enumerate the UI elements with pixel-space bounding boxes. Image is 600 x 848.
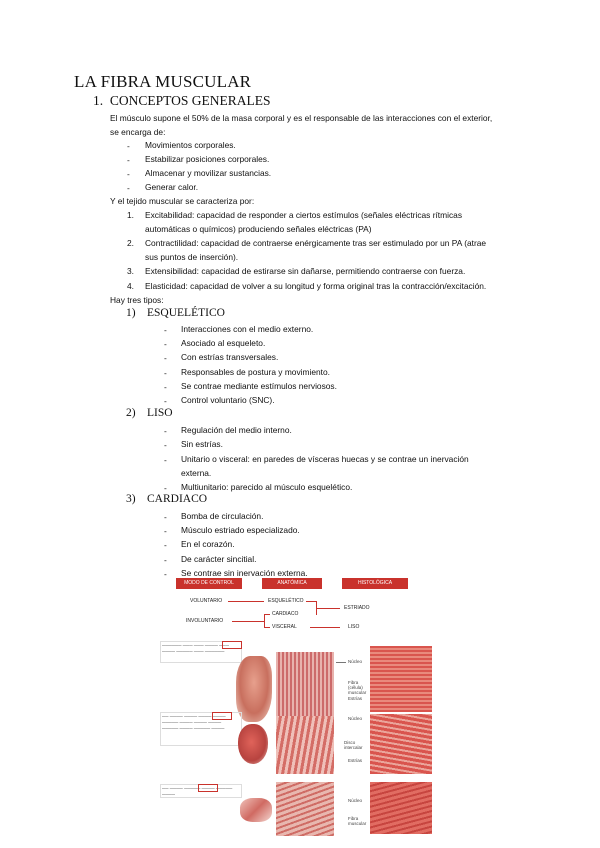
types-intro: Hay tres tipos: — [110, 295, 164, 305]
type-heading: CARDIACO — [147, 493, 208, 505]
intro-text-cont: se encarga de: — [110, 127, 166, 137]
property-line: Elasticidad: capacidad de volver a su longitud y forma original tras la contracción/excitación. — [145, 281, 487, 291]
connector-line — [310, 627, 340, 628]
figure-label: Estrías — [348, 758, 363, 763]
figure-label: Fibra muscular — [348, 816, 367, 826]
list-item: Se contrae mediante estímulos nerviosos. — [181, 381, 337, 391]
property-line: automáticas o químicos) produciendo señales eléctricas (PA) — [145, 224, 372, 234]
list-item: Generar calor. — [145, 182, 199, 192]
list-item: Con estrías transversales. — [181, 352, 279, 362]
heart-illustration — [238, 724, 268, 764]
bullet-dash: - — [127, 141, 130, 151]
type-number: 1) — [126, 307, 136, 319]
property-number: 1. — [127, 210, 134, 220]
property-number: 2. — [127, 238, 134, 248]
type-heading: ESQUELÉTICO — [147, 307, 225, 319]
connector-line — [264, 627, 270, 628]
type-heading: LISO — [147, 407, 173, 419]
property-number: 3. — [127, 266, 134, 276]
page-title: LA FIBRA MUSCULAR — [74, 72, 252, 91]
intro-text: El músculo supone el 50% de la masa corporal y es el responsable de las interacciones con el exterior, — [110, 113, 493, 123]
list-item: De carácter sincitial. — [181, 554, 257, 564]
bullet-dash: - — [164, 455, 167, 465]
list-item: Control voluntario (SNC). — [181, 395, 275, 405]
bullet-dash: - — [127, 183, 130, 193]
table-cell: ESTRIADO — [344, 605, 370, 611]
figure-label: Núcleo — [348, 659, 363, 664]
list-item: Bomba de circulación. — [181, 511, 264, 521]
figure-label: Fibra (célula) muscular — [348, 680, 367, 695]
table-cell: VISCERAL — [272, 624, 297, 630]
property-line: Contractilidad: capacidad de contraerse enérgicamente tras ser estimulado por un PA (atrae — [145, 238, 487, 248]
bullet-dash: - — [164, 396, 167, 406]
table-cell: LISO — [348, 624, 360, 630]
table-header: ANATÓMICA — [262, 578, 322, 589]
smooth-micrograph — [370, 782, 432, 834]
bullet-dash: - — [127, 169, 130, 179]
table-cell: VOLUNTARIO — [190, 598, 223, 604]
bullet-dash: - — [164, 368, 167, 378]
skeletal-micrograph — [370, 646, 432, 712]
table-cell: CARDIACO — [272, 611, 299, 617]
property-line: Extensibilidad: capacidad de estirarse sin dañarse, permitiendo contraerse con fuerza. — [145, 266, 466, 276]
connector-line — [228, 601, 264, 602]
caption-text: ────── ─── ─── ──── ─── ──── ───── ─── ────── — [162, 643, 229, 654]
highlight-box — [198, 784, 218, 792]
list-item: Asociado al esqueleto. — [181, 338, 266, 348]
connector-line — [264, 614, 270, 615]
bullet-dash: - — [127, 155, 130, 165]
bullet-dash: - — [164, 526, 167, 536]
table-header: MODO DE CONTROL — [176, 578, 242, 589]
list-item: Interacciones con el medio externo. — [181, 324, 314, 334]
bullet-dash: - — [164, 555, 167, 565]
muscle-classification-table — [176, 578, 408, 638]
list-item: Se contrae sin inervación externa. — [181, 568, 308, 578]
list-item-cont: externa. — [181, 468, 212, 478]
property-line: sus puntos de inserción). — [145, 252, 239, 262]
list-item: Responsables de postura y movimiento. — [181, 367, 330, 377]
list-item: Almacenar y movilizar sustancias. — [145, 168, 272, 178]
figure-label: Núcleo — [348, 716, 363, 721]
figure-label: Núcleo — [348, 798, 363, 803]
figure-label: Estrías — [348, 696, 363, 701]
section-heading: 1. CONCEPTOS GENERALES — [93, 93, 271, 108]
property-line: Excitabilidad: capacidad de responder a ciertos estímulos (señales eléctricas rítmicas — [145, 210, 463, 220]
type-number: 2) — [126, 407, 136, 419]
skeletal-fibers-illustration — [276, 652, 334, 722]
table-header: HISTOLÓGICA — [342, 578, 408, 589]
table-cell: INVOLUNTARIO — [186, 618, 224, 624]
bullet-dash: - — [164, 426, 167, 436]
table-cell: ESQUELÉTICO — [268, 598, 304, 604]
list-item: Músculo estriado especializado. — [181, 525, 300, 535]
property-number: 4. — [127, 281, 134, 291]
highlight-box — [222, 641, 242, 649]
type-number: 3) — [126, 493, 136, 505]
list-item: Unitario o visceral: en paredes de vísceras huecas y se contrae un inervación — [181, 454, 469, 464]
bullet-dash: - — [164, 440, 167, 450]
bullet-dash: - — [164, 569, 167, 579]
smooth-fibers-illustration — [276, 782, 334, 836]
connector-line — [264, 614, 265, 627]
figure-label: Disco intercalar — [344, 740, 363, 750]
bullet-dash: - — [164, 512, 167, 522]
list-item: Estabilizar posiciones corporales. — [145, 154, 270, 164]
list-item: Movimientos corporales. — [145, 140, 236, 150]
connector-line — [316, 608, 340, 609]
caption-text: ── ──── ───── ──── ───── ──── — [162, 786, 233, 797]
list-item: Sin estrías. — [181, 439, 223, 449]
caption-text: ── ──── ──── ──── ──── ───── ──── ──── ──── ───── ──── ───── ──── — [162, 714, 226, 731]
list-item: Multiunitario: parecido al músculo esquelético. — [181, 482, 353, 492]
highlight-box — [212, 712, 232, 720]
cardiac-micrograph — [370, 714, 432, 774]
connector-line — [306, 601, 316, 602]
list-item: Regulación del medio interno. — [181, 425, 292, 435]
tissue-intro: Y el tejido muscular se caracteriza por: — [110, 196, 255, 206]
bullet-dash: - — [164, 540, 167, 550]
connector-line — [232, 621, 264, 622]
bullet-dash: - — [164, 382, 167, 392]
bullet-dash: - — [164, 339, 167, 349]
bullet-dash: - — [164, 483, 167, 493]
cardiac-fibers-illustration — [276, 716, 334, 774]
bullet-dash: - — [164, 353, 167, 363]
bullet-dash: - — [164, 325, 167, 335]
intestine-illustration — [240, 798, 272, 822]
list-item: En el corazón. — [181, 539, 235, 549]
label-tick — [336, 662, 346, 663]
